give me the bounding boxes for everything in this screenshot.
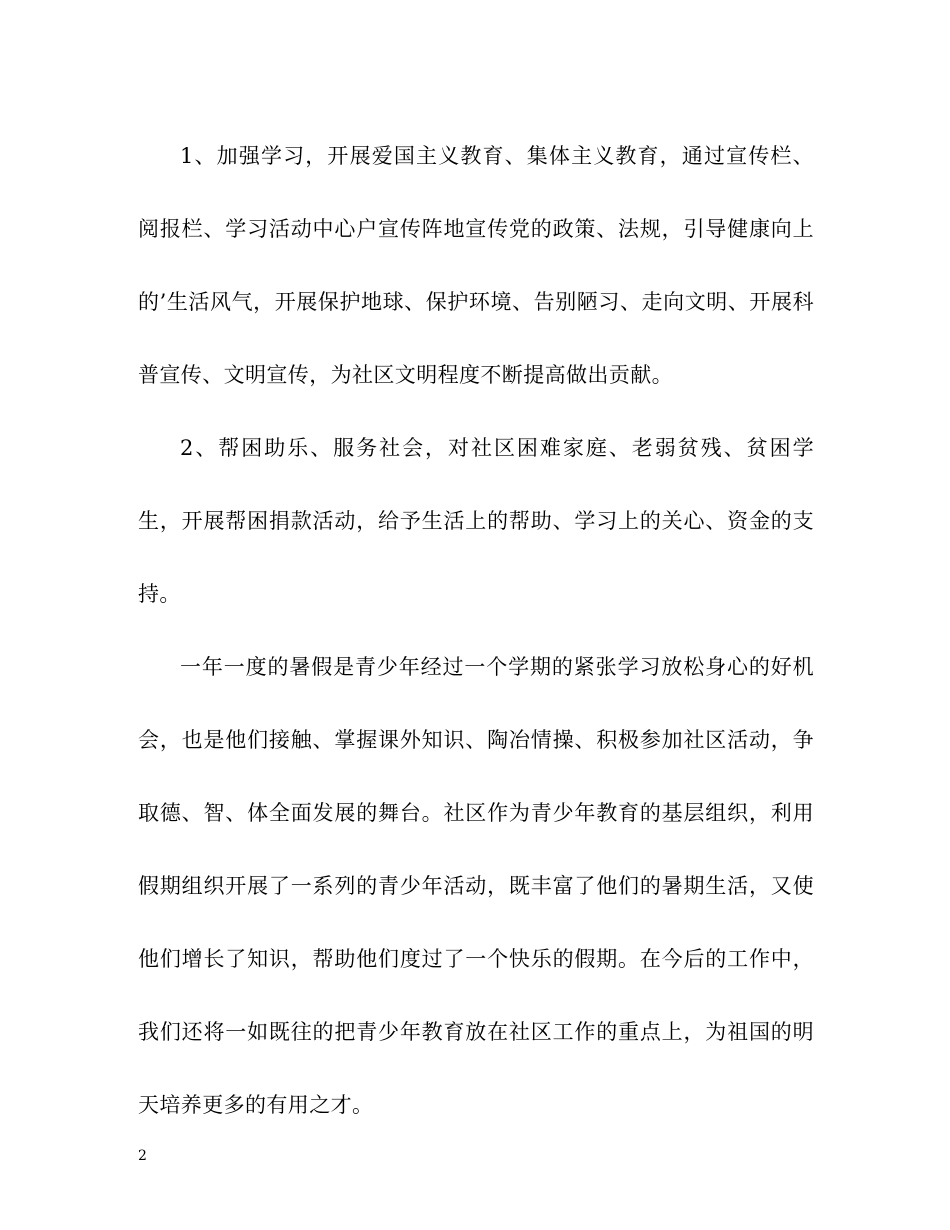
- paragraph-study-education: 1、加强学习，开展爱国主义教育、集体主义教育，通过宣传栏、阅报栏、学习活动中心户宣传阵地宣传党的政策、法规，引导健康向上的’生活风气，开展保护地球、保护环境、告别陋习、走向文明、开展科普宣传、文明宣传，为社区文明程度不断提高做出贡献。: [138, 144, 814, 387]
- document-body: [138, 120, 814, 1142]
- paragraph-summer-activities: 一年一度的暑假是青少年经过一个学期的紧张学习放松身心的好机会，也是他们接触、掌握课外知识、陶冶情操、积极参加社区活动，争取德、智、体全面发展的舞台。社区作为青少年教育的基层组织，利用假期组织开展了一系列的青少年活动，既丰富了他们的暑期生活，又使他们增长了知识，帮助他们度过了一个快乐的假期。在今后的工作中，我们还将一如既往的把青少年教育放在社区工作的重点上，为祖国的明天培养更多的有用之才。: [138, 655, 814, 1117]
- page-number: 2: [138, 1148, 147, 1164]
- paragraph-assistance: 2、帮困助乐、服务社会，对社区困难家庭、老弱贫残、贫困学生，开展帮困捐款活动，给予生活上的帮助、学习上的关心、资金的支持。: [138, 436, 814, 606]
